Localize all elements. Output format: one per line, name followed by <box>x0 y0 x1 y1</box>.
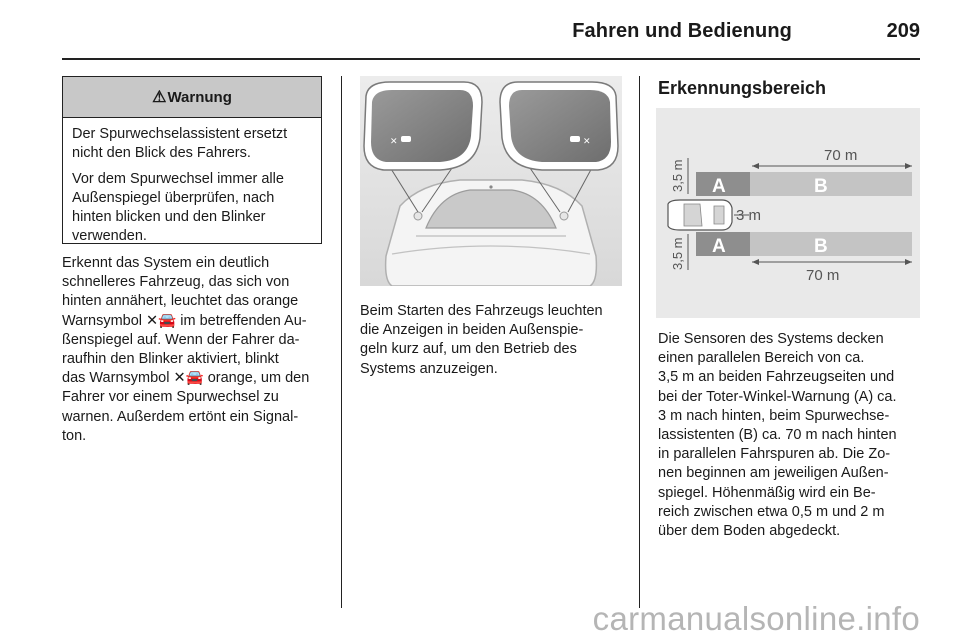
text-line: ßenspiegel auf. Wenn der Fahrer da- <box>62 331 300 348</box>
text-line: hinten annähert, leuchtet das orange <box>62 293 299 310</box>
zone-b-label: B <box>814 176 828 197</box>
header-rule <box>62 58 920 60</box>
left-mirror-glass <box>371 90 473 162</box>
brake-light <box>489 185 492 188</box>
side-width-label-top: 3,5 m <box>670 159 685 192</box>
text-line: raufhin den Blinker aktiviert, blinkt <box>62 351 279 368</box>
left-blind-spot-warning-icon <box>401 136 411 142</box>
text-line: nen beginnen am jeweiligen Außen- <box>658 465 889 482</box>
text-line: Systems anzuzeigen. <box>360 360 498 377</box>
text-line: bei der Toter-Winkel-Warnung (A) ca. <box>658 388 897 405</box>
warning-paragraph: Vor dem Spurwechsel immer alle Außenspiegel überprüfen, nach hinten blicken und den Blinker verwenden. <box>72 171 284 244</box>
zone-a-label: A <box>712 236 726 257</box>
car-rear-window <box>714 206 724 224</box>
column-divider-right <box>639 76 640 608</box>
zone-a-label: A <box>712 176 726 197</box>
right-mirror-glass <box>509 90 611 162</box>
car-windshield <box>684 204 702 226</box>
zone-b-bottom <box>750 232 912 256</box>
text-line: schnelleres Fahrzeug, das sich von <box>62 274 290 291</box>
warning-box <box>62 76 322 244</box>
column3-text <box>658 330 922 541</box>
text-line: das Warnsymbol ✕🚘 orange, um den <box>62 370 310 387</box>
text-line: 3 m nach hinten, beim Spurwechse- <box>658 407 890 424</box>
text-line: spiegel. Höhenmäßig wird ein Be- <box>658 484 876 501</box>
range-label-top: 70 m <box>824 147 858 164</box>
zone-b-label: B <box>814 236 828 257</box>
text-line: Die Sensoren des Systems decken <box>658 331 884 347</box>
text-line: reich zwischen etwa 0,5 m und 2 m <box>658 503 885 520</box>
section-heading: Erkennungsbereich <box>658 78 827 98</box>
warning-triangle-icon: ⚠ <box>152 89 167 106</box>
column-divider-left <box>341 76 342 608</box>
warning-paragraph: Der Spurwechselassistent ersetzt nicht den Blick des Fahrers. <box>72 126 288 161</box>
text-line: Fahrer vor einem Spurwechsel zu <box>62 389 279 406</box>
left-mirror-stub <box>414 212 422 220</box>
right-blind-spot-warning-icon: ✕ <box>583 137 591 147</box>
text-line: lassistenten (B) ca. 70 m nach hinten <box>658 427 897 444</box>
right-mirror-stub <box>560 212 568 220</box>
watermark: carmanualsonline.info <box>592 600 920 637</box>
zone-b-top <box>750 172 912 196</box>
text-line: Erkennt das System ein deutlich <box>62 255 270 271</box>
left-blind-spot-warning-icon: ✕ <box>390 137 398 147</box>
detection-zone-diagram <box>656 108 920 318</box>
text-line: ton. <box>62 427 87 444</box>
side-width-label-bottom: 3,5 m <box>670 237 685 270</box>
text-line: warnen. Außerdem ertönt ein Signal- <box>62 408 299 425</box>
warning-header <box>63 77 321 118</box>
page-number: 209 <box>886 20 920 42</box>
mirror-illustration <box>360 76 622 286</box>
column2-caption <box>360 302 626 379</box>
text-line: über dem Boden abgedeckt. <box>658 523 841 540</box>
range-label-bottom: 70 m <box>806 267 840 284</box>
text-line: Warnsymbol ✕🚘 im betreffenden Au- <box>62 312 307 329</box>
right-blind-spot-warning-icon <box>570 136 580 142</box>
text-line: 3,5 m an beiden Fahrzeugseiten und <box>658 369 895 386</box>
text-line: in parallelen Fahrspuren ab. Die Zo- <box>658 446 891 463</box>
text-line: einen parallelen Bereich von ca. <box>658 350 865 367</box>
text-line: Beim Starten des Fahrzeugs leuchten <box>360 303 603 319</box>
warning-title: Warnung <box>167 88 232 106</box>
page-header-title: Fahren und Bedienung <box>572 20 792 42</box>
rear-distance-label: 3 m <box>736 207 762 224</box>
text-line: die Anzeigen in beiden Außenspie- <box>360 322 584 339</box>
warning-body <box>63 118 321 246</box>
column1-text <box>62 254 326 446</box>
text-line: geln kurz auf, um den Betrieb des <box>360 341 577 358</box>
